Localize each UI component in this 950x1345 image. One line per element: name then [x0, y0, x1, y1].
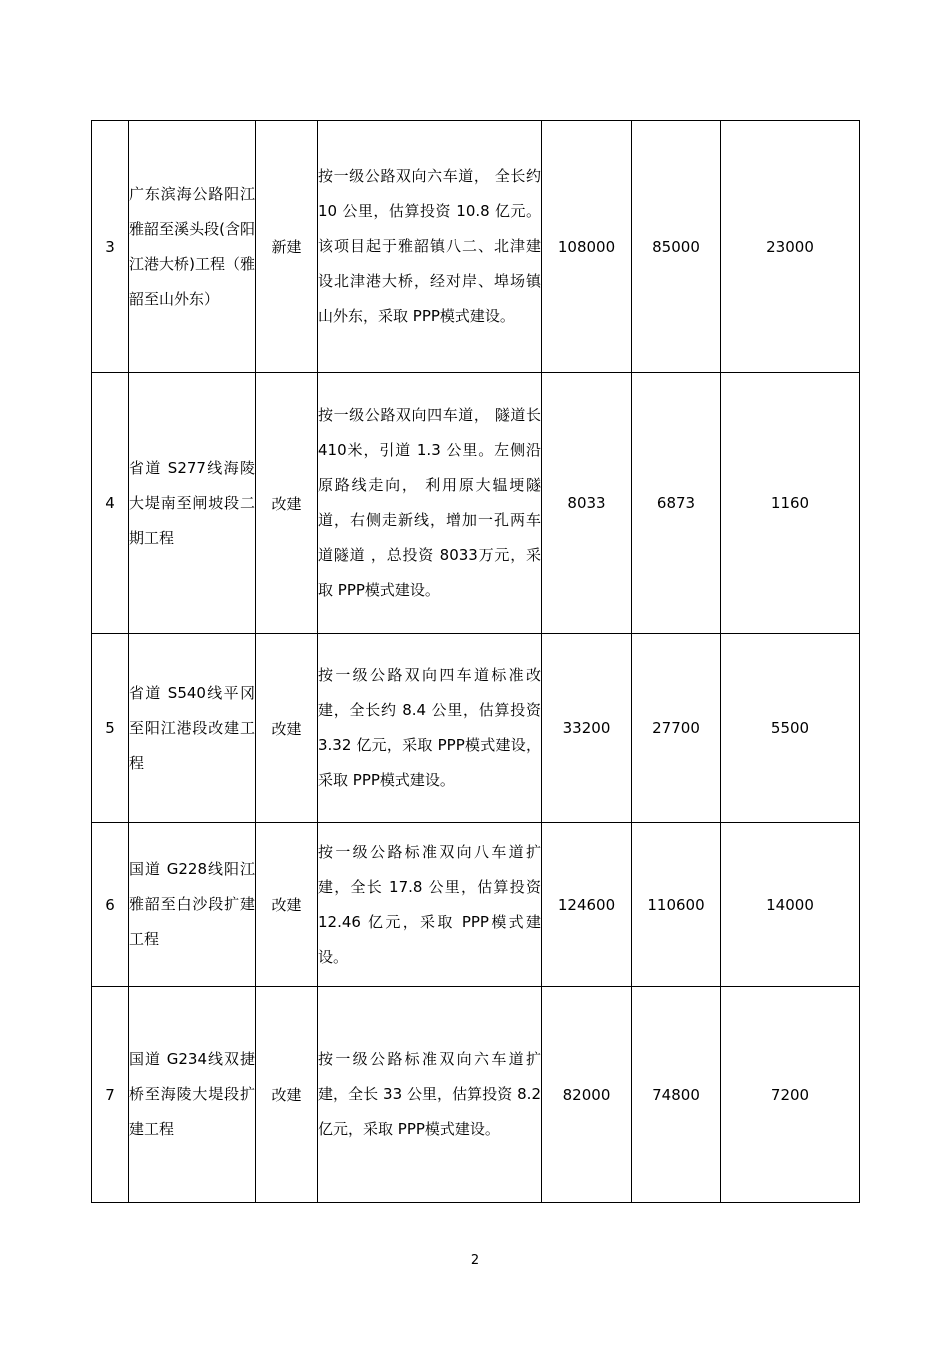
construction-type: 改建 — [256, 373, 318, 634]
investment-col3: 14000 — [721, 823, 860, 987]
investment-col2: 27700 — [632, 634, 721, 823]
investment-col2: 74800 — [632, 987, 721, 1203]
project-description: 按一级公路双向四车道标准改建，全长约 8.4 公里，估算投资 3.32 亿元，采取 PPP模式建设，采取 PPP模式建设。 — [318, 634, 542, 823]
table-row — [92, 373, 860, 634]
investment-col2: 6873 — [632, 373, 721, 634]
project-name: 国道 G234线双捷桥至海陵大堤段扩建工程 — [129, 987, 256, 1203]
total-investment: 108000 — [542, 121, 632, 373]
investment-col3: 1160 — [721, 373, 860, 634]
page-number: 2 — [470, 1253, 480, 1268]
project-name: 省道 S540线平冈至阳江港段改建工程 — [129, 634, 256, 823]
total-investment: 82000 — [542, 987, 632, 1203]
row-index: 4 — [92, 373, 129, 634]
table-row — [92, 634, 860, 823]
project-name: 省道 S277线海陵大堤南至闸坡段二期工程 — [129, 373, 256, 634]
project-description: 按一级公路双向六车道， 全长约 10 公里，估算投资 10.8 亿元。该项目起于雅韶镇八二、北津建设北津港大桥，经对岸、埠场镇山外东，采取 PPP模式建设。 — [318, 121, 542, 373]
construction-type: 改建 — [256, 823, 318, 987]
investment-col2: 85000 — [632, 121, 721, 373]
project-description: 按一级公路双向四车道， 隧道长 410米，引道 1.3 公里。左侧沿原路线走向， 利用原大辒埂隧道，右侧走新线，增加一孔两车道隧道 ，总投资 8033万元，采取 PPP模式建设。 — [318, 373, 542, 634]
investment-col3: 23000 — [721, 121, 860, 373]
row-index: 5 — [92, 634, 129, 823]
investment-col3: 7200 — [721, 987, 860, 1203]
project-name: 国道 G228线阳江雅韶至白沙段扩建工程 — [129, 823, 256, 987]
total-investment: 124600 — [542, 823, 632, 987]
table-row — [92, 987, 860, 1203]
row-index: 3 — [92, 121, 129, 373]
table-row — [92, 121, 860, 373]
project-description: 按一级公路标准双向八车道扩建，全长 17.8 公里，估算投资 12.46 亿元，采取 PPP模式建设。 — [318, 823, 542, 987]
construction-type: 改建 — [256, 634, 318, 823]
table-row — [92, 823, 860, 987]
row-index: 6 — [92, 823, 129, 987]
project-description: 按一级公路标准双向六车道扩建，全长 33 公里，估算投资 8.2 亿元，采取 PPP模式建设。 — [318, 987, 542, 1203]
total-investment: 33200 — [542, 634, 632, 823]
row-index: 7 — [92, 987, 129, 1203]
construction-type: 新建 — [256, 121, 318, 373]
investment-col3: 5500 — [721, 634, 860, 823]
construction-type: 改建 — [256, 987, 318, 1203]
project-table — [91, 120, 860, 1203]
investment-col2: 110600 — [632, 823, 721, 987]
project-name: 广东滨海公路阳江雅韶至溪头段(含阳江港大桥)工程（雅韶至山外东） — [129, 121, 256, 373]
total-investment: 8033 — [542, 373, 632, 634]
